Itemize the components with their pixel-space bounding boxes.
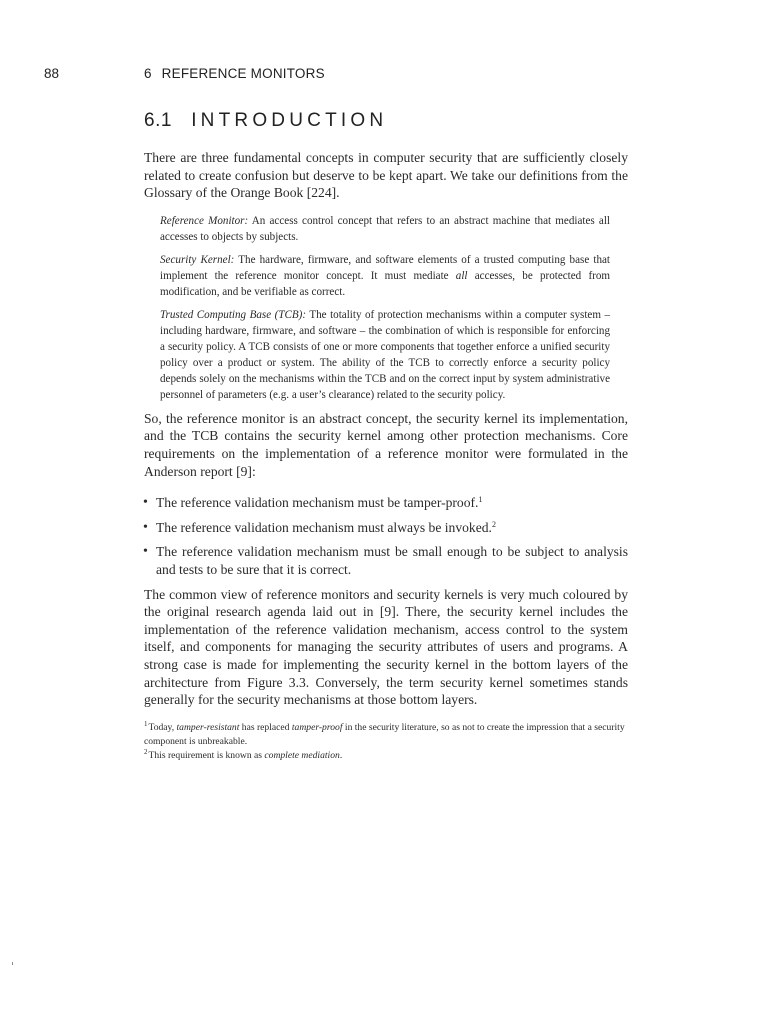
section-heading — [144, 110, 387, 132]
definition-term: Reference Monitor: — [160, 214, 249, 227]
definition-text: The hardware, firmware, and software elements of a trusted computing base that implement the reference monitor concept. It must mediate — [160, 253, 611, 282]
page-number: 88 — [44, 66, 60, 81]
footnote-text: in the security literature, so as not to create the impression that a security component is unbreakable. — [144, 721, 625, 747]
bullet-icon: • — [143, 519, 148, 535]
footnote-2 — [144, 749, 628, 763]
footnotes — [144, 721, 628, 763]
list-item — [144, 519, 628, 537]
definition-security-kernel — [160, 252, 610, 300]
definition-text: The totality of protection mechanisms within a computer system – including hardware, firmware, and software – the combination of which is responsible for enforcing a security policy. A TCB consists of one or more components that together enforce a unified security policy over a product or system. The ability of the TCB to correctly enforce a security policy depends solely on the mechanisms within the TCB and on the correct input by system administrative personnel of parameters (e.g. a user’s clearance) related to the security policy. — [160, 308, 610, 401]
summary-paragraph: So, the reference monitor is an abstract concept, the security kernel its implementation, and the TCB contains the security kernel among other protection mechanisms. Core requirements on the implementation of a reference monitor were formulated in the Anderson report [9]: — [144, 410, 628, 479]
bullet-icon: • — [143, 495, 148, 511]
footnote-ref: 1 — [478, 495, 483, 505]
definitions-block — [160, 213, 610, 403]
chapter-number: 6 — [144, 66, 152, 81]
definition-term: Security Kernel: — [160, 253, 235, 266]
footnote-1 — [144, 721, 628, 749]
list-item-text: The reference validation mechanism must be small enough to be subject to analysis and tests to be sure that it is correct. — [156, 544, 628, 577]
footnote-text: has replaced — [239, 721, 292, 733]
definition-tcb — [160, 307, 610, 403]
footnote-text: . — [339, 749, 343, 761]
running-head — [144, 66, 325, 81]
footnote-emphasis: tamper-proof — [291, 721, 343, 733]
list-item-text: The reference validation mechanism must always be invoked. — [156, 519, 492, 535]
closing-paragraph: The common view of reference monitors and security kernels is very much coloured by the original research agenda laid out in [9]. There, the security kernel includes the implementation of the reference validation mechanism, access control to the system itself, and components for managing the security attributes of users and programs. A strong case is made for implementing the security kernel in the bottom layers of the architecture from Figure 3.3. Conversely, the term security kernel sometimes stands generally for the security mechanisms at those bottom layers. — [144, 586, 628, 708]
main-content — [144, 149, 628, 763]
definition-text-end: accesses, be protected from modification, and be verifiable as correct. — [160, 269, 611, 298]
definition-reference-monitor — [160, 213, 610, 245]
definition-term: Trusted Computing Base (TCB): — [160, 308, 307, 321]
footnote-mark: 1 — [144, 719, 148, 728]
intro-paragraph: There are three fundamental concepts in computer security that are sufficiently closely related to create confusion but deserve to be kept apart. We take our definitions from the Glossary of the Orange Book [224]. — [144, 150, 628, 201]
definition-text: An access control concept that refers to an abstract machine that mediates all accesses to objects by subjects. — [160, 214, 610, 243]
footnote-text: This requirement is known as — [148, 749, 265, 761]
list-item-text: The reference validation mechanism must be tamper-proof. — [156, 495, 479, 511]
bullet-icon: • — [143, 544, 148, 560]
footnote-emphasis: complete mediation — [264, 749, 340, 761]
footnote-mark: 2 — [144, 747, 148, 756]
definition-emphasis: all — [455, 269, 468, 282]
chapter-title: REFERENCE MONITORS — [161, 66, 325, 81]
footnote-ref: 2 — [491, 519, 496, 529]
footnote-emphasis: tamper-resistant — [176, 721, 240, 733]
scan-artifact — [12, 962, 13, 965]
footnote-text: Today, — [148, 721, 177, 733]
list-item — [144, 494, 628, 512]
section-number: 6.1 — [144, 110, 172, 131]
list-item — [144, 543, 628, 578]
requirements-list — [144, 494, 628, 578]
section-title: INTRODUCTION — [191, 110, 388, 131]
